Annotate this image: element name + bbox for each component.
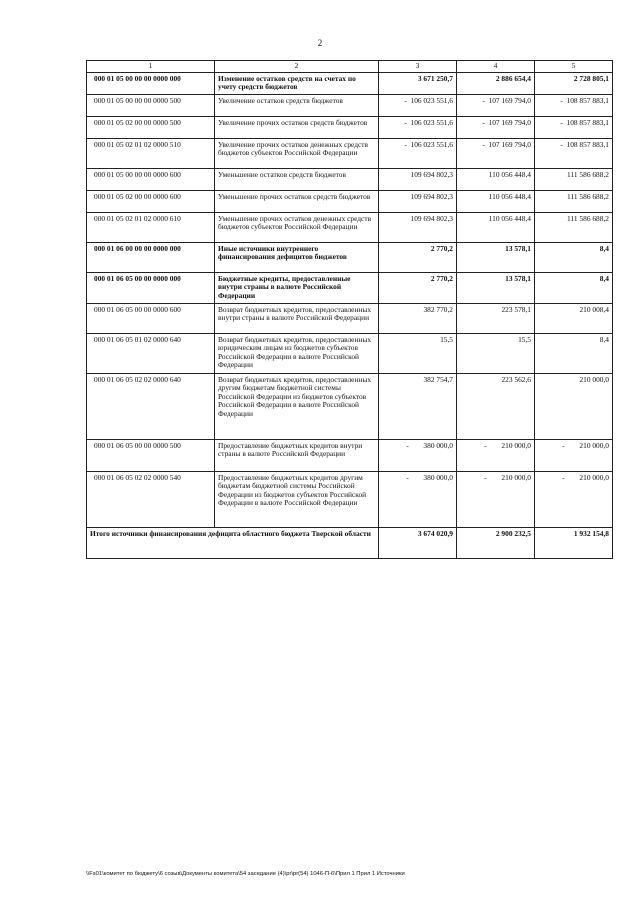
total-value-4: 2 900 232,5 [457, 527, 535, 558]
row-value-5: - 210 000,0 [535, 439, 613, 471]
row-value-5: 111 586 688,2 [535, 168, 613, 190]
row-value-5: 111 586 688,2 [535, 212, 613, 242]
row-name: Возврат бюджетных кредитов, предоставленных другим бюджетам бюджетной системы Российской Федерации из бюджетов субъектов Российской Федерации в валюте Российской Федерации [215, 373, 379, 439]
total-value-3: 3 674 020,9 [379, 527, 457, 558]
table-row [87, 242, 613, 272]
row-name: Иные источники внутреннего финансирования дефицитов бюджетов [215, 242, 379, 272]
row-value-4: 13 578,1 [457, 242, 535, 272]
table-row [87, 272, 613, 303]
column-header: 2 [215, 61, 379, 73]
row-value-5: - 108 857 883,1 [535, 94, 613, 116]
row-value-5: - 108 857 883,1 [535, 116, 613, 138]
column-header: 5 [535, 61, 613, 73]
row-value-3: 2 770,2 [379, 242, 457, 272]
row-value-3: 382 754,7 [379, 373, 457, 439]
row-code: 000 01 05 02 01 02 0000 510 [87, 138, 215, 168]
table-row [87, 168, 613, 190]
row-value-3: - 106 023 551,6 [379, 94, 457, 116]
row-value-4: - 210 000,0 [457, 439, 535, 471]
total-label: Итого источники финансирования дефицита областного бюджета Тверской области [87, 527, 379, 558]
row-value-3: 382 770,2 [379, 303, 457, 333]
row-name: Уменьшение прочих остатков средств бюджетов [215, 190, 379, 212]
row-value-4: 2 886 654,4 [457, 72, 535, 94]
row-code: 000 01 06 00 00 00 0000 000 [87, 242, 215, 272]
row-code: 000 01 05 00 00 00 0000 600 [87, 168, 215, 190]
row-code: 000 01 06 05 01 02 0000 640 [87, 333, 215, 373]
file-path-footer: \\Fs01\комитет по бюджету\6 созыв\Документы комитета\54 заседание (4)\pr\pr(54) 1046-П-6\Прил 1 Прил 1 Источники [86, 871, 405, 877]
row-value-3: 109 694 802,3 [379, 190, 457, 212]
row-name: Предоставление бюджетных кредитов другим бюджетам бюджетной системы Российской Федерации из бюджетов субъектов Российской Федерации в валюте Российской Федерации [215, 471, 379, 527]
row-value-5: 8,4 [535, 242, 613, 272]
row-value-5: 2 728 805,1 [535, 72, 613, 94]
column-header: 1 [87, 61, 215, 73]
table-row [87, 471, 613, 527]
row-code: 000 01 06 05 02 02 0000 540 [87, 471, 215, 527]
row-value-4: 223 562,6 [457, 373, 535, 439]
row-code: 000 01 06 05 00 00 0000 600 [87, 303, 215, 333]
table-row [87, 138, 613, 168]
row-code: 000 01 05 02 00 00 0000 500 [87, 116, 215, 138]
row-code: 000 01 06 05 00 00 0000 000 [87, 272, 215, 303]
row-code: 000 01 05 00 00 00 0000 000 [87, 72, 215, 94]
row-name: Бюджетные кредиты, предоставленные внутри страны в валюте Российской Федерации [215, 272, 379, 303]
table-row [87, 303, 613, 333]
row-name: Уменьшение прочих остатков денежных средств бюджетов субъектов Российской Федерации [215, 212, 379, 242]
table-row [87, 333, 613, 373]
row-value-5: - 210 000,0 [535, 471, 613, 527]
row-value-5: 8,4 [535, 333, 613, 373]
row-value-4: 110 056 448,4 [457, 190, 535, 212]
row-name: Увеличение остатков средств бюджетов [215, 94, 379, 116]
row-name: Увеличение прочих остатков средств бюджетов [215, 116, 379, 138]
column-header-row [87, 61, 613, 73]
total-value-5: 1 932 154,8 [535, 527, 613, 558]
page-number: 2 [317, 38, 323, 48]
row-name: Уменьшение остатков средств бюджетов [215, 168, 379, 190]
row-value-5: 111 586 688,2 [535, 190, 613, 212]
table-row [87, 190, 613, 212]
row-name: Изменение остатков средств на счетах по учету средств бюджетов [215, 72, 379, 94]
row-value-3: 109 694 802,3 [379, 168, 457, 190]
row-name: Возврат бюджетных кредитов, предоставленных внутри страны в валюте Российской Федерации [215, 303, 379, 333]
row-value-4: - 107 169 794,0 [457, 116, 535, 138]
row-name: Увеличение прочих остатков денежных средств бюджетов субъектов Российской Федерации [215, 138, 379, 168]
table-row [87, 116, 613, 138]
row-value-3: - 380 000,0 [379, 471, 457, 527]
row-value-5: 8,4 [535, 272, 613, 303]
row-value-4: 223 578,1 [457, 303, 535, 333]
row-value-4: - 210 000,0 [457, 471, 535, 527]
row-value-3: 3 671 250,7 [379, 72, 457, 94]
row-name: Возврат бюджетных кредитов, предоставленных юридическим лицам из бюджетов субъектов Российской Федерации в валюте Российской Федерации [215, 333, 379, 373]
row-value-4: 13 578,1 [457, 272, 535, 303]
row-value-3: - 106 023 551,6 [379, 116, 457, 138]
row-value-3: 2 770,2 [379, 272, 457, 303]
row-value-3: 109 694 802,3 [379, 212, 457, 242]
row-name: Предоставление бюджетных кредитов внутри страны в валюте Российской Федерации [215, 439, 379, 471]
table-row [87, 212, 613, 242]
row-value-3: - 380 000,0 [379, 439, 457, 471]
row-value-4: 110 056 448,4 [457, 212, 535, 242]
table-row [87, 439, 613, 471]
total-row [87, 527, 613, 558]
row-value-3: - 106 023 551,6 [379, 138, 457, 168]
row-value-4: - 107 169 794,0 [457, 138, 535, 168]
table-row [87, 72, 613, 94]
row-code: 000 01 05 00 00 00 0000 500 [87, 94, 215, 116]
sources-table [86, 60, 613, 559]
table-row [87, 373, 613, 439]
row-value-4: - 107 169 794,0 [457, 94, 535, 116]
column-header: 3 [379, 61, 457, 73]
row-value-5: - 108 857 883,1 [535, 138, 613, 168]
row-value-4: 110 056 448,4 [457, 168, 535, 190]
row-value-5: 210 000,0 [535, 373, 613, 439]
row-code: 000 01 05 02 01 02 0000 610 [87, 212, 215, 242]
table-row [87, 94, 613, 116]
row-code: 000 01 05 02 00 00 0000 600 [87, 190, 215, 212]
column-header: 4 [457, 61, 535, 73]
row-value-5: 210 008,4 [535, 303, 613, 333]
row-code: 000 01 06 05 02 02 0000 640 [87, 373, 215, 439]
row-value-3: 15,5 [379, 333, 457, 373]
row-value-4: 15,5 [457, 333, 535, 373]
row-code: 000 01 06 05 00 00 0000 500 [87, 439, 215, 471]
